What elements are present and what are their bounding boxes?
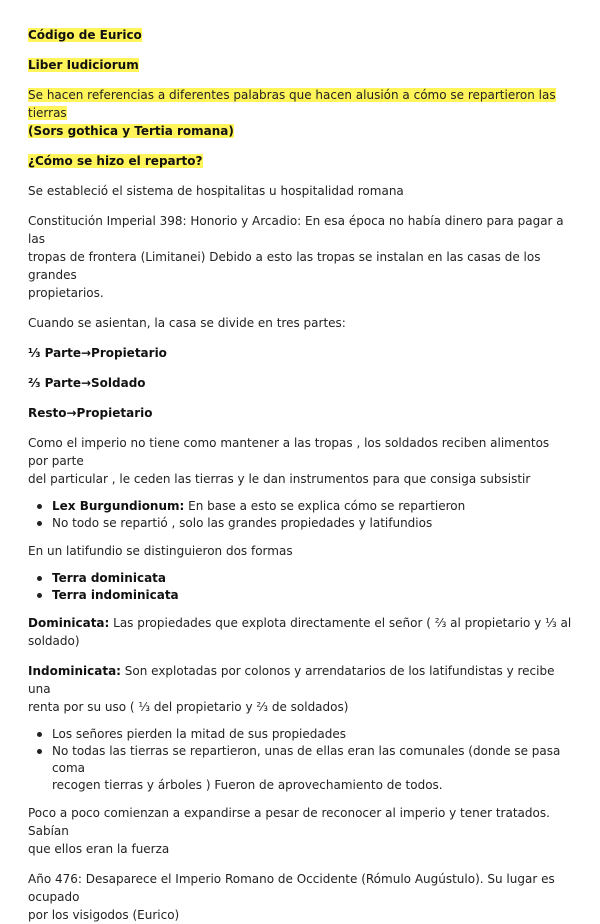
part-one: ⅓ Parte→Propietario	[28, 346, 167, 360]
bullet-list-terra	[28, 570, 572, 604]
list-item: Terra dominicata	[28, 570, 572, 587]
list-item: Terra indominicata	[28, 587, 572, 604]
document-page	[28, 26, 572, 924]
paragraph-imperio: Como el imperio no tiene como mantener a las tropas , los soldados reciben alimentos por parte del particular , le ceden las tierras y le dan instrumentos para que consiga subsistir	[28, 436, 550, 486]
bullet-list-burgundionum	[28, 498, 572, 532]
bullet-list-senores	[28, 726, 572, 794]
list-item: Los señores pierden la mitad de sus propiedades	[28, 726, 572, 743]
heading-codigo-eurico: Código de Eurico	[28, 28, 142, 42]
part-two: ⅔ Parte→Soldado	[28, 376, 146, 390]
paragraph-latifundio: En un latifundio se distinguieron dos formas	[28, 544, 293, 558]
paragraph-constitucion: Constitución Imperial 398: Honorio y Arcadio: En esa época no había dinero para pagar a las tropas de frontera (Limitanei) Debido a esto las tropas se instalan en las casas de los grandes propietarios.	[28, 214, 564, 300]
heading-liber-iudiciorum: Liber Iudiciorum	[28, 58, 139, 72]
paragraph-ano-476: Año 476: Desaparece el Imperio Romano de Occidente (Rómulo Augústulo). Su lugar es ocupado por los visigodos (Eurico)	[28, 872, 555, 922]
part-rest: Resto→Propietario	[28, 406, 153, 420]
paragraph-expansion: Poco a poco comienzan a expandirse a pesar de reconocer al imperio y tener tratados. Sabían que ellos eran la fuerza	[28, 806, 550, 856]
list-item: No todas las tierras se repartieron, unas de ellas eran las comunales (donde se pasa coma recogen tierras y árboles ) Fueron de aprovechamiento de todos.	[28, 743, 572, 794]
heading-question: ¿Cómo se hizo el reparto?	[28, 154, 203, 168]
highlight-paragraph: Se hacen referencias a diferentes palabras que hacen alusión a cómo se repartieron las tierras (Sors gothica y Tertia romana)	[28, 88, 556, 138]
paragraph-hospitalitas: Se estableció el sistema de hospitalitas u hospitalidad romana	[28, 184, 404, 198]
list-item: Lex Burgundionum: En base a esto se explica cómo se repartieron	[28, 498, 572, 515]
list-item: No todo se repartió , solo las grandes propiedades y latifundios	[28, 515, 572, 532]
paragraph-indominicata: Indominicata: Son explotadas por colonos y arrendatarios de los latifundistas y recibe una renta por su uso ( ⅓ del propietario y ⅔ de soldados)	[28, 664, 555, 714]
paragraph-dominicata: Dominicata: Las propiedades que explota directamente el señor ( ⅔ al propietario y ⅓ al soldado)	[28, 616, 572, 648]
paragraph-tres-partes: Cuando se asientan, la casa se divide en tres partes:	[28, 316, 346, 330]
